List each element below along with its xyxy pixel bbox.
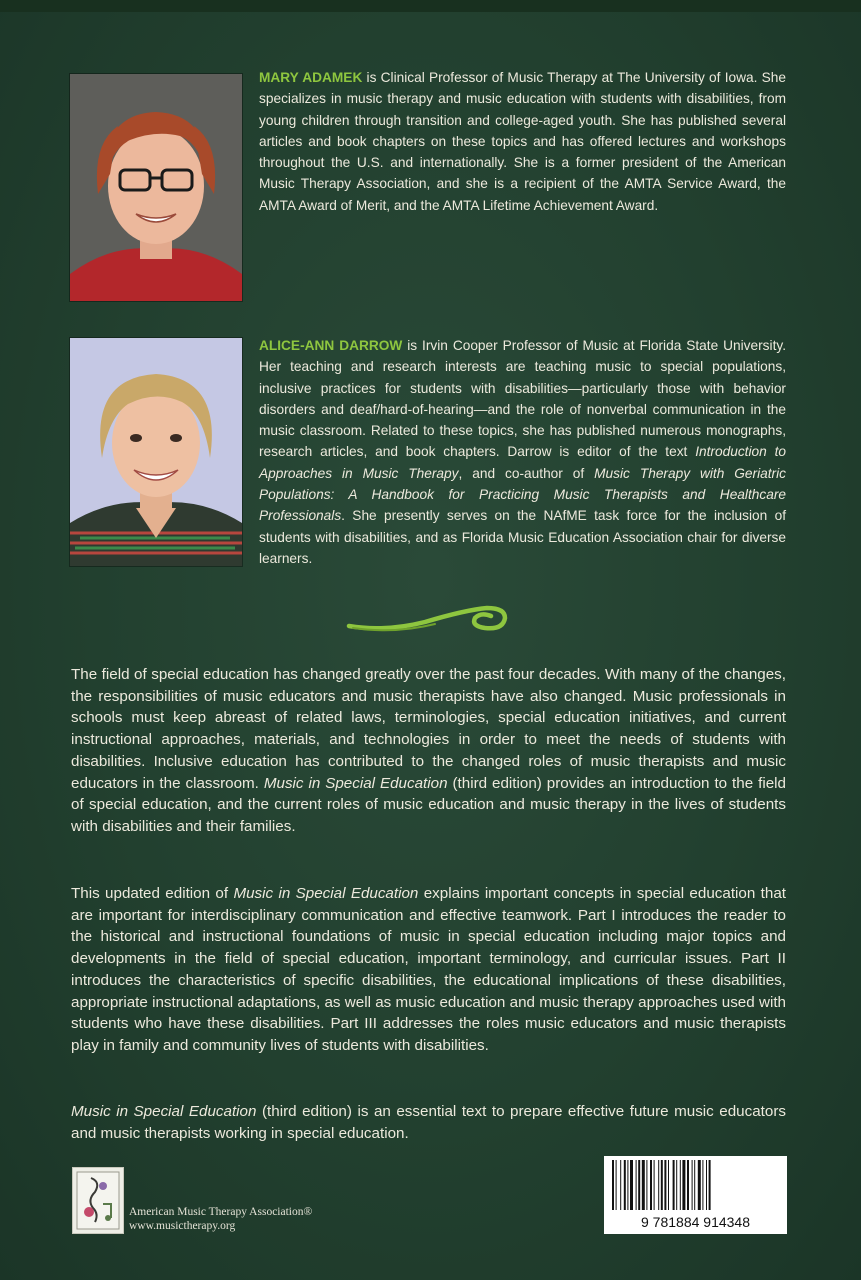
- publisher-name: American Music Therapy Association®: [129, 1206, 313, 1218]
- swirl-ornament-icon: [345, 598, 515, 638]
- book-title: Music in Special Education: [233, 885, 419, 902]
- description-paragraph-3: [71, 1101, 786, 1144]
- author-bio-text: is Clinical Professor of Music Therapy at The University of Iowa. She specializes in music therapy and music education with students with disabilities, from young children through transition and college-aged youth. She has published several articles and book chapters on these topics and has offered lectures and workshops throughout the U.S. and internationally. She is a former president of the American Music Therapy Association, and she is a recipient of the AMTA Service Award, the AMTA Award of Merit, and the AMTA Lifetime Achievement Award.: [259, 70, 786, 213]
- book-title: Music in Special Education: [71, 1103, 257, 1120]
- author-photo-mary-adamek: [70, 74, 242, 301]
- author-bio-mary-adamek: [259, 67, 786, 216]
- publisher-info: [129, 1205, 312, 1233]
- author-name: MARY ADAMEK: [259, 70, 363, 85]
- author-name: ALICE-ANN DARROW: [259, 338, 403, 353]
- barcode-bars: [604, 1156, 787, 1212]
- top-edge: [0, 0, 861, 12]
- isbn-barcode: [604, 1156, 787, 1234]
- paragraph-text: This updated edition of: [71, 885, 234, 902]
- paragraph-text: explains important concepts in special education that are important for interdisciplinary communication and effective teamwork. Part I introduces the reader to the historical and instructional foundations of music in special education including major topics and developments in the field of special education, important terminology, and curricular issues. Part II introduces the characteristics of specific disabilities, the educational implications of these disabilities, appropriate instructional adaptations, as well as music education and music therapy approaches used with students who have these disabilities. Part III addresses the roles music educators and music therapists play in family and community lives of students with disabilities.: [71, 885, 786, 1054]
- author-photo-alice-ann-darrow: [70, 338, 242, 566]
- description-paragraph-2: [71, 883, 786, 1057]
- author-bio-alice-ann-darrow: [259, 335, 786, 569]
- paragraph-text: (third edition) is an essential text to prepare effective future music educators and music therapists working in special education.: [71, 1103, 786, 1142]
- paragraph-text: (third edition) provides an introduction to the field of special education, and the current roles of music education and music therapy in the lives of students with disabilities and their families.: [71, 774, 786, 835]
- description-paragraph-1: [71, 664, 786, 838]
- book-title: Music in Special Education: [263, 774, 448, 792]
- book-title: Music Therapy with Geriatric Populations: A Handbook for Practicing Music Therapists and Healthcare Professionals: [259, 465, 786, 524]
- author-bio-text: is Irvin Cooper Professor of Music at Florida State University. Her teaching and research interests are teaching music to special populations, inclusive practices for students with disabilities—particularly those with behavior disorders and deaf/hard-of-hearing—and the role of nonverbal communication in the music classroom. Related to these topics, she has published numerous monographs, research articles, and book chapters. Darrow is editor of the text: [259, 338, 786, 460]
- author-bio-text: , and co-author of: [458, 465, 595, 481]
- amta-logo-icon: [72, 1167, 124, 1234]
- paragraph-text: The field of special education has changed greatly over the past four decades. With many of the changes, the responsibilities of music educators and music therapists have also changed. Music professionals in schools must keep abreast of related laws, terminologies, special education initiatives, and current instructional approaches, materials, and technologies in order to meet the needs of students with disabilities. Inclusive education has contributed to the changed roles of music therapists and music educators in the classroom.: [71, 666, 786, 792]
- author-bio-text: . She presently serves on the NAfME task force for the inclusion of students with disabilities, and as Florida Music Education Association chair for diverse learners.: [259, 508, 786, 566]
- isbn-number: 9 781884 914348: [641, 1214, 750, 1230]
- publisher-url: www.musictherapy.org: [129, 1220, 236, 1232]
- book-title: Introduction to Approaches in Music Therapy: [259, 444, 786, 481]
